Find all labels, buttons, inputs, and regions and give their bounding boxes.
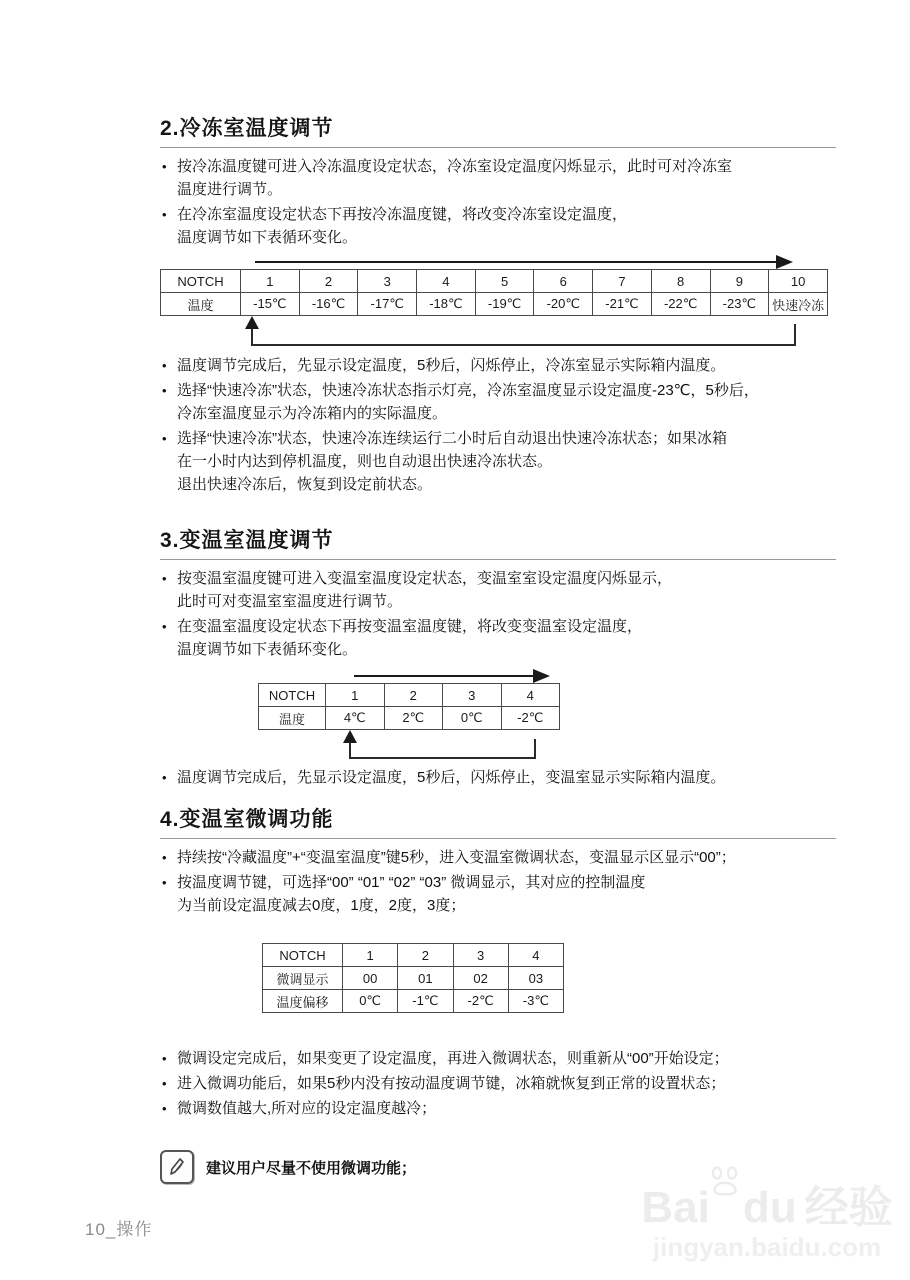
page-footer-label: 10_操作	[85, 1220, 153, 1239]
table-header-cell: 2	[299, 270, 358, 293]
table-header-cell: 8	[651, 270, 710, 293]
note-text: 建议用户尽量不使用微调功能；	[206, 1159, 417, 1177]
table-cell: 03	[508, 967, 563, 990]
bullet-item: • 按变温室温度键可进入变温室温度设定状态，变温室室设定温度闪烁显示， 此时可对变温室室温度进行调节。	[160, 567, 836, 613]
table-header-cell: 1	[343, 944, 398, 967]
table-row-label: 温度偏移	[263, 990, 343, 1013]
table-header-cell: 7	[593, 270, 652, 293]
table-cell: -23℃	[710, 293, 769, 316]
table-header-row	[161, 270, 828, 293]
table-cell: 0℃	[343, 990, 398, 1013]
table-header-cell: 1	[326, 684, 385, 707]
section-convertible-temperature	[160, 524, 836, 789]
cycle-return-arrow	[258, 730, 560, 764]
bullet-item: • 在冷冻室温度设定状态下再按冷冻温度键，将改变冷冻室设定温度， 温度调节如下表循环变化。	[160, 203, 836, 249]
table-row	[263, 967, 564, 990]
table-header-cell: 3	[443, 684, 502, 707]
section-freezer-temperature	[160, 112, 836, 496]
bullet-item: • 按冷冻温度键可进入冷冻温度设定状态，冷冻室设定温度闪烁显示，此时可对冷冻室 温度进行调节。	[160, 155, 836, 201]
section-finetune-function	[160, 803, 836, 1120]
table-header-cell: 5	[475, 270, 534, 293]
bullet-item: • 持续按“冷藏温度”+“变温室温度”键5秒，进入变温室微调状态，变温显示区显示“00”；	[160, 846, 836, 869]
note-pen-icon	[160, 1150, 194, 1184]
bullet-item: • 进入微调功能后，如果5秒内没有按动温度调节键，冰箱就恢复到正常的设置状态；	[160, 1072, 836, 1095]
bullet-item: • 微调设定完成后，如果变更了设定温度，再进入微调状态，则重新从“00”开始设定；	[160, 1047, 836, 1070]
table-cell: 2℃	[384, 707, 443, 730]
table-row-label: 温度	[161, 293, 241, 316]
section-title: 3.变温室温度调节	[160, 524, 836, 560]
table-header-cell: 2	[398, 944, 453, 967]
table-cell: -21℃	[593, 293, 652, 316]
table-cell: -19℃	[475, 293, 534, 316]
table-header-cell: 6	[534, 270, 593, 293]
table-cell: -3℃	[508, 990, 563, 1013]
freezer-notch-table-block	[160, 253, 828, 352]
table-header-cell: NOTCH	[161, 270, 241, 293]
table-header-cell: 4	[508, 944, 563, 967]
table-cell: -22℃	[651, 293, 710, 316]
table-cell: 4℃	[326, 707, 385, 730]
table-header-cell: 1	[241, 270, 300, 293]
bullet-item: • 温度调节完成后，先显示设定温度，5秒后，闪烁停止，冷冻室显示实际箱内温度。	[160, 354, 836, 377]
section-title: 2.冷冻室温度调节	[160, 112, 836, 148]
table-cell: -15℃	[241, 293, 300, 316]
table-cell: -18℃	[417, 293, 476, 316]
bullet-item: • 选择“快速冷冻”状态，快速冷冻连续运行二小时后自动退出快速冷冻状态；如果冰箱 在一小时内达到停机温度，则也自动退出快速冷冻状态。 退出快速冷冻后，恢复到设定前状态。	[160, 427, 836, 496]
bullet-item: • 微调数值越大,所对应的设定温度越冷；	[160, 1097, 836, 1120]
table-header-cell: 10	[769, 270, 828, 293]
convertible-notch-table-block	[258, 667, 560, 764]
watermark-brand	[628, 1158, 906, 1232]
table-cell: 02	[453, 967, 508, 990]
finetune-table-block	[262, 943, 564, 1013]
freezer-notch-table	[160, 269, 828, 316]
bullet-item: • 在变温室温度设定状态下再按变温室温度键，将改变变温室设定温度， 温度调节如下表循环变化。	[160, 615, 836, 661]
watermark-brand-right: du	[742, 1183, 797, 1232]
table-row-label: 微调显示	[263, 967, 343, 990]
bullet-item: • 按温度调节键，可选择“00” “01” “02” “03” 微调显示，其对应的控制温度 为当前设定温度减去0度，1度，2度，3度；	[160, 871, 836, 917]
paw-icon	[708, 1158, 742, 1206]
table-row	[161, 293, 828, 316]
watermark-suffix: 经验	[804, 1183, 893, 1232]
table-cell: -2℃	[501, 707, 560, 730]
bullet-list	[160, 846, 836, 917]
table-header-cell: 9	[710, 270, 769, 293]
cycle-forward-arrow	[258, 667, 560, 683]
table-cell: -16℃	[299, 293, 358, 316]
table-header-cell: 3	[358, 270, 417, 293]
table-cell: -2℃	[453, 990, 508, 1013]
section-title: 4.变温室微调功能	[160, 803, 836, 839]
bullet-list	[160, 155, 836, 249]
table-header-row	[263, 944, 564, 967]
watermark-url: jingyan.baidu.com	[652, 1232, 882, 1262]
table-header-row	[259, 684, 560, 707]
page-content	[160, 112, 836, 1184]
table-header-cell: 2	[384, 684, 443, 707]
bullet-list	[160, 567, 836, 661]
bullet-item: • 温度调节完成后，先显示设定温度，5秒后，闪烁停止，变温室显示实际箱内温度。	[160, 766, 836, 789]
table-cell: 01	[398, 967, 453, 990]
bullet-item: • 选择“快速冷冻”状态，快速冷冻状态指示灯亮，冷冻室温度显示设定温度-23℃，5秒后， 冷冻室温度显示为冷冻箱内的实际温度。	[160, 379, 836, 425]
table-row-label: 温度	[259, 707, 326, 730]
watermark-brand-left: Bai	[641, 1183, 710, 1232]
table-header-cell: NOTCH	[259, 684, 326, 707]
table-header-cell: 4	[501, 684, 560, 707]
bullet-list	[160, 766, 836, 789]
finetune-table	[262, 943, 564, 1013]
baidu-jingyan-watermark	[628, 1158, 906, 1262]
convertible-notch-table	[258, 683, 560, 730]
table-cell: -20℃	[534, 293, 593, 316]
bullet-list	[160, 1047, 836, 1120]
table-row	[259, 707, 560, 730]
table-cell: 00	[343, 967, 398, 990]
cycle-return-arrow	[160, 316, 828, 352]
table-row	[263, 990, 564, 1013]
table-header-cell: NOTCH	[263, 944, 343, 967]
table-header-cell: 3	[453, 944, 508, 967]
bullet-list	[160, 354, 836, 496]
table-cell: 快速冷冻	[769, 293, 828, 316]
table-header-cell: 4	[417, 270, 476, 293]
table-cell: 0℃	[443, 707, 502, 730]
table-cell: -1℃	[398, 990, 453, 1013]
cycle-forward-arrow	[160, 253, 828, 269]
table-cell: -17℃	[358, 293, 417, 316]
